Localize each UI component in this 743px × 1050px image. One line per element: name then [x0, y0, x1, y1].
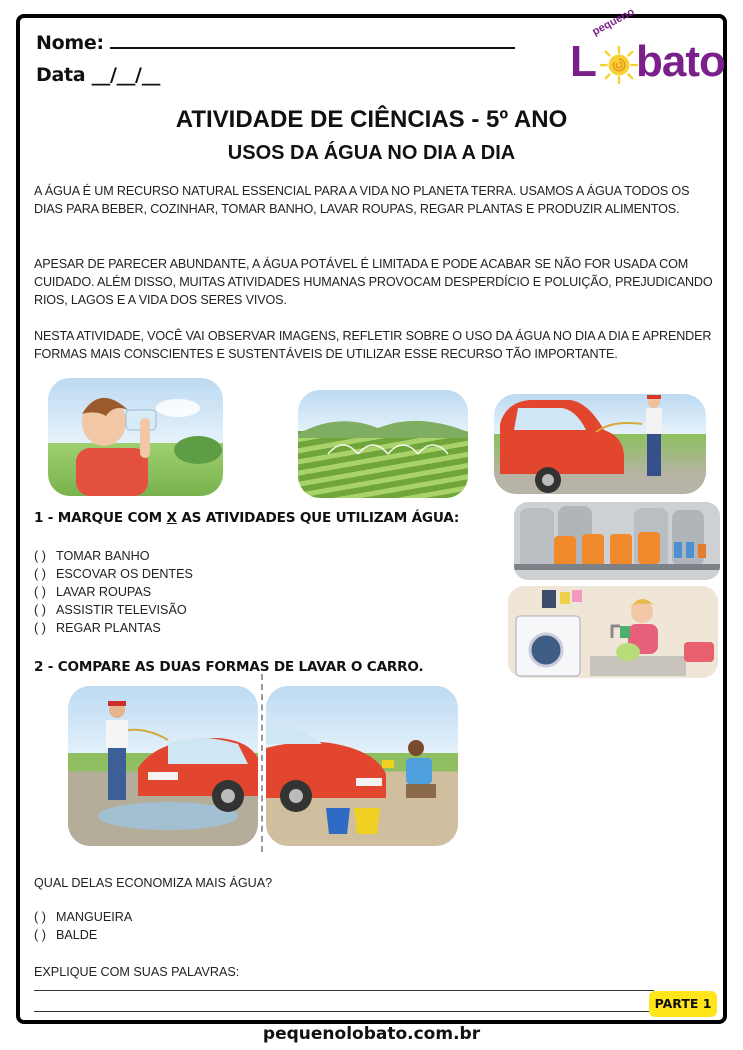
woman-washing-dishes-illustration [508, 586, 718, 678]
car-wash-bucket-illustration [266, 686, 458, 846]
logo-letter-l: L [570, 37, 597, 86]
explain-label: EXPLIQUE COM SUAS PALAVRAS: [34, 965, 240, 979]
option-label: ESCOVAR OS DENTES [56, 567, 193, 581]
checkbox[interactable]: ( ) [34, 603, 46, 617]
question-2-options [34, 908, 132, 944]
option-mangueira[interactable] [34, 908, 132, 926]
worksheet-content [16, 5, 727, 1024]
name-blank-line[interactable] [110, 47, 515, 49]
dishwashing-icon [508, 586, 718, 678]
comparison-divider [261, 674, 263, 852]
question-1-heading [34, 510, 459, 526]
option-label: ASSISTIR TELEVISÃO [56, 603, 187, 617]
option-tomar-banho[interactable] [34, 547, 193, 565]
option-label: TOMAR BANHO [56, 549, 150, 563]
part-badge: PARTE 1 [649, 991, 717, 1017]
option-label: BALDE [56, 928, 98, 942]
pequeno-lobato-logo [564, 5, 725, 92]
page-title: ATIVIDADE DE CIÊNCIAS - 5º ANO [175, 106, 568, 133]
option-escovar-os-dentes[interactable] [34, 565, 193, 583]
answer-line-2[interactable] [34, 1011, 654, 1012]
option-regar-plantas[interactable] [34, 619, 193, 637]
red-car-icon [494, 394, 706, 494]
checkbox[interactable]: ( ) [34, 928, 46, 942]
logo-small-text: pequeno [590, 5, 637, 38]
option-lavar-roupas[interactable] [34, 583, 193, 601]
question-1-suffix: AS ATIVIDADES QUE UTILIZAM ÁGUA: [176, 510, 460, 526]
checkbox[interactable]: ( ) [34, 621, 46, 635]
man-washing-car-illustration [494, 394, 706, 494]
page-subtitle: USOS DA ÁGUA NO DIA A DIA [227, 142, 516, 164]
date-label: Data __/__/__ [36, 64, 161, 86]
intro-paragraph-1: A ÁGUA É UM RECURSO NATURAL ESSENCIAL PARA A VIDA NO PLANETA TERRA. USAMOS A ÁGUA TODOS OS DIAS PARA BEBER, COZINHAR, TOMAR BANHO, LAVAR ROUPAS, REGAR PLANTAS E PRODUZIR ALIMENTOS. [34, 184, 690, 216]
intro-paragraph-2: APESAR DE PARECER ABUNDANTE, A ÁGUA POTÁVEL É LIMITADA E PODE ACABAR SE NÃO FOR USADA COM CUIDADO. ALÉM DISSO, MUITAS ATIVIDADES HUMANAS PROVOCAM DESPERDÍCIO E POLUIÇÃO, PREJUDICANDO RIOS, LAGOS E A VIDA DOS SERES VIVOS. [34, 257, 713, 307]
option-balde[interactable] [34, 926, 132, 944]
option-assistir-televisao[interactable] [34, 601, 193, 619]
question-2-prompt: QUAL DELAS ECONOMIZA MAIS ÁGUA? [34, 876, 273, 890]
answer-line-1[interactable] [34, 990, 654, 991]
logo-word-bato: bato [636, 37, 725, 86]
option-label: LAVAR ROUPAS [56, 585, 152, 599]
option-label: REGAR PLANTAS [56, 621, 161, 635]
hose-wash-icon [68, 686, 258, 846]
option-label: MANGUEIRA [56, 910, 133, 924]
boy-drinking-water-illustration [48, 378, 223, 496]
checkbox[interactable]: ( ) [34, 567, 46, 581]
sun-icon [600, 46, 638, 84]
intro-paragraph-3: NESTA ATIVIDADE, VOCÊ VAI OBSERVAR IMAGENS, REFLETIR SOBRE O USO DA ÁGUA NO DIA A DIA E APRENDER FORMAS MAIS CONSCIENTES E SUSTENTÁVEIS DE UTILIZAR ESSE RECURSO TÃO IMPORTANTE. [34, 329, 712, 361]
checkbox[interactable]: ( ) [34, 549, 46, 563]
question-1-options [34, 547, 193, 637]
date-field[interactable] [36, 64, 160, 86]
bucket-wash-icon [266, 686, 458, 846]
checkbox[interactable]: ( ) [34, 910, 46, 924]
sprinkler-icon [298, 390, 468, 498]
industry-tanks-illustration [514, 502, 720, 580]
checkbox[interactable]: ( ) [34, 585, 46, 599]
question-2-heading: 2 - COMPARE AS DUAS FORMAS DE LAVAR O CARRO. [34, 659, 424, 675]
car-wash-hose-illustration [68, 686, 258, 846]
boy-drinking-icon [48, 378, 223, 496]
question-1-mark: X [166, 510, 177, 526]
name-label: Nome: [36, 32, 104, 54]
tanks-icon [514, 502, 720, 580]
field-irrigation-illustration [298, 390, 468, 498]
question-1-prefix: 1 - MARQUE COM [34, 510, 167, 526]
name-field[interactable] [36, 32, 515, 54]
footer-website[interactable]: pequenolobato.com.br [262, 1024, 481, 1044]
